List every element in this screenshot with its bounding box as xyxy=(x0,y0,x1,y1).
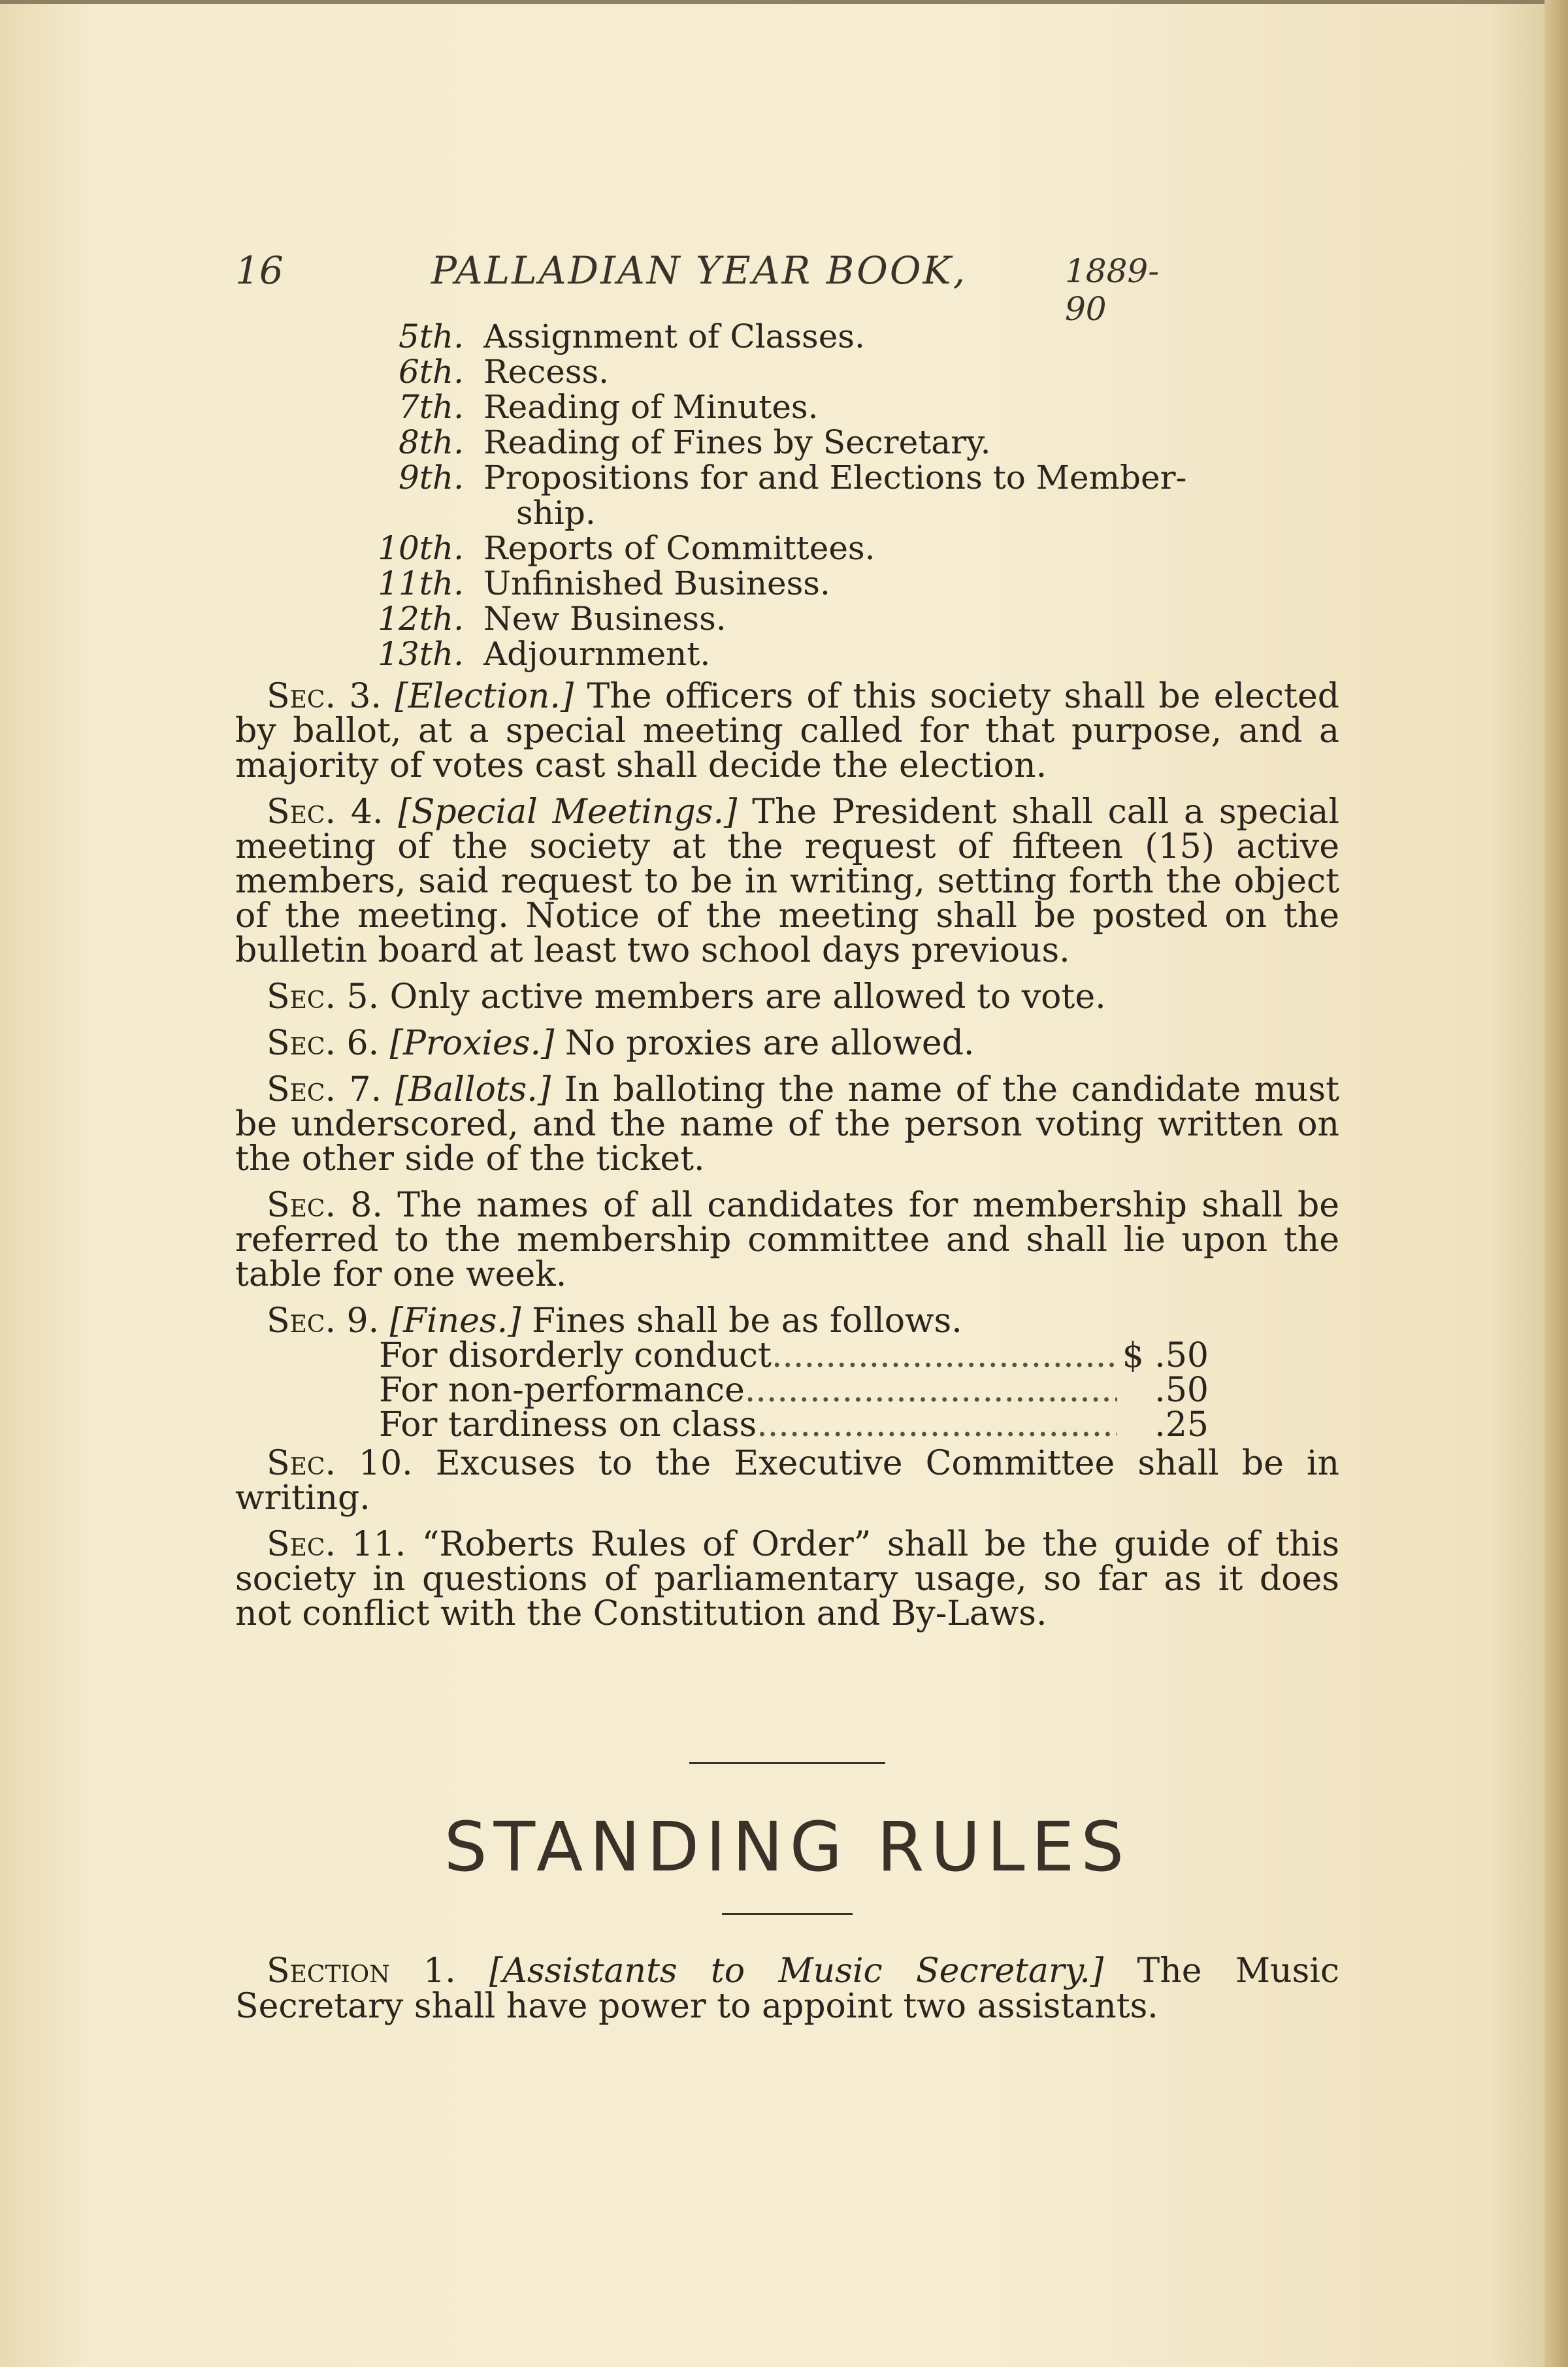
table-row xyxy=(379,1336,1209,1375)
running-header xyxy=(235,248,1189,328)
list-item xyxy=(327,531,1359,566)
divider-rule xyxy=(722,1913,853,1915)
item-ordinal: 9th. xyxy=(399,459,464,497)
standing-rules-heading: STANDING RULES xyxy=(444,1807,1131,1887)
book-title: PALLADIAN YEAR BOOK, xyxy=(431,248,968,293)
section-text: The names of all candidates for membership shall be referred to the membership committee and shall lie upon the table for one week. xyxy=(235,1186,1340,1294)
fine-label: For non-performance xyxy=(379,1371,745,1410)
section-text: Only active members are allowed to vote. xyxy=(389,977,1106,1017)
section-text: Fines shall be as follows. xyxy=(531,1301,962,1341)
section-title: [Ballots.] xyxy=(395,1070,551,1109)
section-text: In balloting the name of the candidate must be underscored, and the name of the person voting written on the other side of the ticket. xyxy=(235,1070,1340,1179)
section-title: [Assistants to Music Secretary.] xyxy=(489,1951,1104,1991)
list-item xyxy=(327,425,1359,460)
fine-label: For tardiness on class xyxy=(379,1405,757,1445)
bylaws-sections xyxy=(235,679,1339,1643)
section-label: Sec. 4. xyxy=(267,792,384,832)
fine-amount: $ .50 xyxy=(1122,1336,1209,1375)
item-ordinal: 12th. xyxy=(378,600,464,638)
section-7 xyxy=(235,1070,1340,1179)
list-item xyxy=(327,354,1359,389)
item-text: Reports of Committees. xyxy=(483,529,875,567)
section-9 xyxy=(235,1301,1339,1341)
section-text: Excuses to the Executive Committee shall be in writing. xyxy=(235,1444,1339,1518)
section-6 xyxy=(235,1026,1339,1061)
section-label: Sec. 5. xyxy=(267,977,380,1017)
item-ordinal: 6th. xyxy=(399,353,464,391)
fine-label: For disorderly conduct xyxy=(379,1336,772,1375)
section-8 xyxy=(235,1188,1339,1292)
item-continuation: ship. xyxy=(516,494,596,532)
item-ordinal: 10th. xyxy=(378,529,464,567)
item-text: Unfinished Business. xyxy=(483,564,830,602)
order-of-business-list xyxy=(327,319,1359,672)
leader-dots xyxy=(745,1373,1117,1408)
item-text: Assignment of Classes. xyxy=(483,318,865,355)
section-label: Sec. 8. xyxy=(267,1186,383,1225)
section-label: Sec. 9. xyxy=(267,1301,380,1341)
section-10 xyxy=(235,1446,1339,1516)
fine-amount: .50 xyxy=(1154,1371,1209,1410)
section-3 xyxy=(235,679,1339,783)
section-title: [Proxies.] xyxy=(389,1024,555,1063)
section-text: The President shall call a special meeting of the society at the request of fifteen (15) active members, said request to be in writing, setting forth the object of the meeting. Notice of the meeting shall be posted on the bulletin board at least two school days previous. xyxy=(235,792,1340,970)
list-item xyxy=(327,566,1359,601)
leader-dots xyxy=(772,1339,1117,1373)
section-4 xyxy=(235,792,1340,970)
section-title: [Election.] xyxy=(395,677,574,716)
list-item xyxy=(327,601,1359,636)
section-label: Sec. 3. xyxy=(267,677,382,716)
page-top-edge xyxy=(0,0,1568,4)
section-label: Sec. 7. xyxy=(267,1070,382,1109)
page-number: 16 xyxy=(235,248,284,293)
leader-dots xyxy=(757,1408,1117,1443)
fine-amount: .25 xyxy=(1154,1405,1209,1445)
item-ordinal: 5th. xyxy=(399,318,464,355)
section-text: The Music Secretary shall have power to appoint two assistants. xyxy=(235,1951,1340,2026)
item-text: Reading of Minutes. xyxy=(483,388,819,426)
item-ordinal: 13th. xyxy=(378,635,464,673)
section-5 xyxy=(235,977,1339,1017)
standing-rule-section-1 xyxy=(235,1953,1339,2024)
table-row xyxy=(379,1405,1209,1445)
section-11 xyxy=(235,1527,1339,1631)
page-right-edge xyxy=(1544,0,1568,2367)
list-item xyxy=(327,319,1359,354)
item-text: New Business. xyxy=(483,600,727,638)
section-label: Sec. 6. xyxy=(267,1024,380,1063)
section-label: Section 1. xyxy=(267,1951,456,1991)
item-text: Reading of Fines by Secretary. xyxy=(483,423,991,461)
section-text: No proxies are allowed. xyxy=(564,1024,975,1063)
item-text: Adjournment. xyxy=(483,635,711,673)
section-label: Sec. 11. xyxy=(267,1525,406,1564)
item-text: Recess. xyxy=(483,353,610,391)
table-row xyxy=(379,1373,1209,1408)
section-text: “Roberts Rules of Order” shall be the guide of this society in questions of parliamentary usage, so far as it does not conflict with the Constitution and By-Laws. xyxy=(235,1525,1340,1633)
list-item xyxy=(327,389,1359,425)
section-title: [Special Meetings.] xyxy=(398,792,738,832)
book-years: 1889-90 xyxy=(1065,252,1160,328)
item-ordinal: 7th. xyxy=(399,388,464,426)
item-text: Propositions for and Elections to Member- xyxy=(483,459,1187,497)
list-item xyxy=(327,636,1359,672)
fines-table xyxy=(235,1336,1339,1445)
list-item xyxy=(327,460,1359,495)
item-ordinal: 8th. xyxy=(399,423,464,461)
section-label: Sec. 10. xyxy=(267,1444,413,1483)
item-ordinal: 11th. xyxy=(378,564,464,602)
section-text: The officers of this society shall be elected by ballot, at a special meeting called for that purpose, and a majority of votes cast shall decide the election. xyxy=(235,677,1340,785)
divider-rule xyxy=(689,1762,885,1764)
section-title: [Fines.] xyxy=(389,1301,521,1341)
